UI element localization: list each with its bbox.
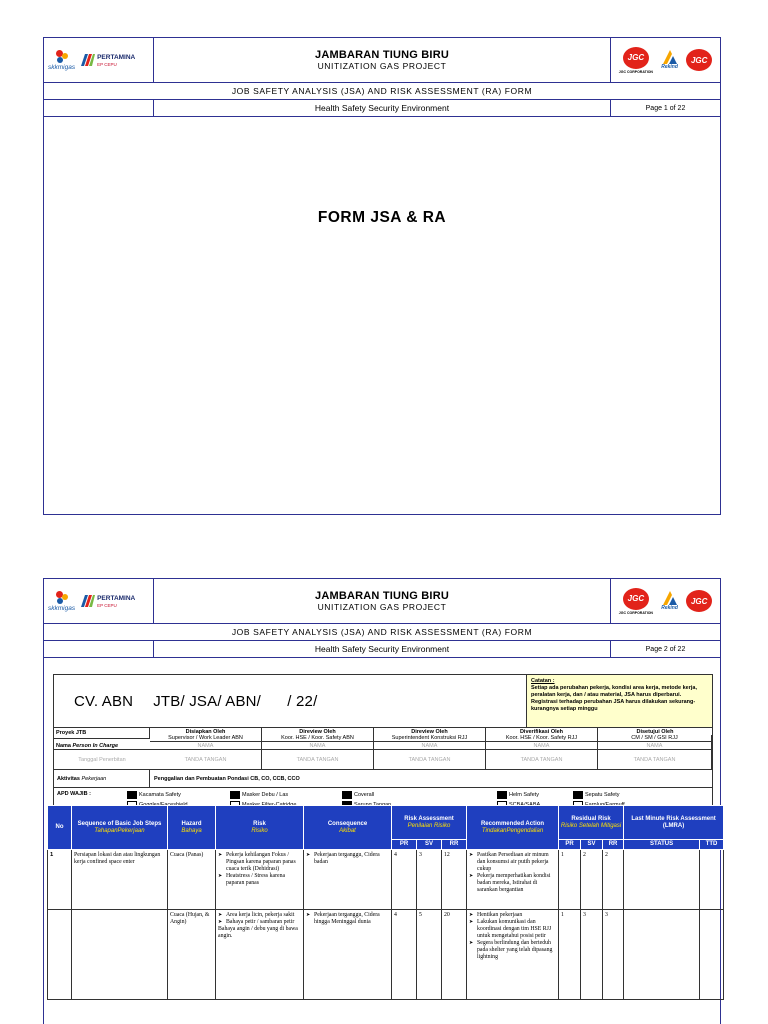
name-field-2[interactable]: NAMA [262, 742, 374, 750]
doc-id [54, 675, 526, 727]
ppe-safety-glasses[interactable]: Kacamata Safety [127, 791, 230, 799]
row-residual-pr: 1 [559, 910, 581, 1000]
ppe-coverall[interactable]: Coverall [342, 791, 497, 799]
col-residual-risk: Residual Risk Risiko Setelah Mitigasi [559, 806, 624, 840]
row-rr: 12 [442, 850, 467, 910]
jsa-table [47, 805, 724, 1000]
col-rr: RR [442, 840, 467, 850]
verified-by-header: Diverifikasi Oleh [486, 728, 598, 735]
project-label: Proyek JTB [54, 728, 150, 739]
page-header [44, 579, 720, 624]
row-status[interactable] [624, 910, 700, 1000]
pertamina-logo: PERTAMINA EP CEPU [81, 595, 135, 608]
row-hazard: Cuaca (Hujan, & Angin) [168, 910, 216, 1000]
col-residual-pr: PR [559, 840, 581, 850]
row-ttd[interactable] [700, 910, 724, 1000]
client-logos [44, 579, 154, 623]
row-residual-sv: 2 [581, 850, 603, 910]
role-hse-abn: Koor. HSE / Koor. Safety ABN [262, 735, 374, 742]
row-pr: 4 [392, 850, 417, 910]
note-title: Catatan : [531, 678, 555, 684]
role-cm: CM / SM / GSI RJJ [598, 735, 712, 742]
note-box [526, 675, 712, 727]
doc-number: JTB/ JSA/ ABN/ / 22/ [153, 692, 318, 710]
row-status[interactable] [624, 850, 700, 910]
rekind-logo: Rekind [661, 591, 679, 611]
form-title: JOB SAFETY ANALYSIS (JSA) AND RISK ASSESSMENT (RA) FORM [44, 83, 720, 100]
row-rr: 20 [442, 910, 467, 1000]
row-risk: ➤ Pekerja kehilangan Fokus / Pingsan karena paparan panas cuaca terik (Dehidrasi) ➤ Heatstress / Stress karena paparan panas [216, 850, 304, 910]
row-step: Persiapan lokasi dan atau lingkungan kerja confined space enter [72, 850, 168, 910]
col-sv: SV [417, 840, 442, 850]
risk-extra: Bahaya angin / debu yang di bawa angin. [218, 926, 298, 939]
col-lmra: Last Minute Risk Assessment (LMRA) [624, 806, 724, 840]
signoff-grid [54, 728, 712, 770]
col-consequence: Consequence Akibat [304, 806, 392, 850]
jgc-logo-2: JGC [686, 590, 712, 612]
approved-by-header: Disetujui Oleh [636, 728, 674, 735]
row-action: ➤ Pastikan Persediaan air minum dan konsumsi air putih pekerja cukup ➤ Pekerja memperhatikan kondisi badan mereka, Istirahat di sarankan bergantian [467, 850, 559, 910]
rekind-logo: Rekind [661, 50, 679, 70]
client-logos [44, 38, 154, 82]
checkbox-icon [230, 791, 240, 799]
form-title: JOB SAFETY ANALYSIS (JSA) AND RISK ASSESSMENT (RA) FORM [44, 624, 720, 641]
row-ttd[interactable] [700, 850, 724, 910]
row-sv: 3 [417, 850, 442, 910]
jgc-logo: JGC JGC CORPORATION [619, 588, 653, 615]
page-number: Page 1 of 22 [610, 100, 720, 116]
contractor-logos [610, 579, 720, 623]
name-field-4[interactable]: NAMA [486, 742, 598, 750]
name-field-5[interactable]: NAMA [598, 742, 712, 750]
signature-field-5[interactable]: TANDA TANGAN [598, 750, 712, 770]
signature-field-4[interactable]: TANDA TANGAN [486, 750, 598, 770]
reviewed-by-header-2: Direview Oleh [374, 728, 486, 735]
activity-value: Penggalian dan Pembuatan Pondasi CB, CO, CCB, CCO [154, 775, 300, 782]
ppe-dust-mask[interactable]: Masker Debu / Las [230, 791, 342, 799]
col-risk: Risk Risiko [216, 806, 304, 850]
project-subtitle: UNITIZATION GAS PROJECT [317, 602, 447, 612]
name-field-3[interactable]: NAMA [374, 742, 486, 750]
row-residual-rr: 2 [603, 850, 624, 910]
cover-title: FORM JSA & RA [317, 209, 447, 226]
signature-field-1[interactable]: TANDA TANGAN [150, 750, 262, 770]
col-residual-rr: RR [603, 840, 624, 850]
activity-row [54, 770, 712, 788]
company-name: CV. ABN [74, 692, 134, 710]
row-risk: ➤ Area kerja licin, pekerja sakit ➤ Bahaya petir / sambaran petir Bahaya angin / debu yang di bawa angin. [216, 910, 304, 1000]
skkmigas-logo: skkmigas [48, 591, 75, 612]
signature-field-3[interactable]: TANDA TANGAN [374, 750, 486, 770]
contractor-logos [610, 38, 720, 82]
row-pr: 4 [392, 910, 417, 1000]
row-sv: 5 [417, 910, 442, 1000]
row-residual-pr: 1 [559, 850, 581, 910]
project-subtitle: UNITIZATION GAS PROJECT [317, 61, 447, 71]
col-pr: PR [392, 840, 417, 850]
department: Health Safety Security Environment [314, 103, 450, 113]
page-number: Page 2 of 22 [610, 641, 720, 657]
page-header [44, 38, 720, 83]
row-no [48, 910, 72, 1000]
ppe-safety-shoes[interactable]: Sepatu Safety [573, 791, 673, 799]
ppe-label: APD WAJIB : [57, 791, 91, 797]
col-risk-assessment: Risk Assessment Penilaian Risiko [392, 806, 467, 840]
row-residual-rr: 3 [603, 910, 624, 1000]
row-no: 1 [48, 850, 72, 910]
department-row [44, 641, 720, 658]
department: Health Safety Security Environment [314, 644, 450, 654]
note-text: Setiap ada perubahan pekerja, kondisi area kerja, metode kerja, peralatan kerja, dan / atau material, JSA harus diperbarui. Registrasi terhadap perubahan JSA harus dilakukan sekurang-kurangnya setiap minggu [531, 685, 697, 712]
checkbox-icon [497, 791, 507, 799]
checkbox-icon [127, 791, 137, 799]
issue-date-label: Tanggal Penerbitan [54, 750, 150, 770]
skkmigas-logo: skkmigas [48, 50, 75, 71]
table-row [48, 850, 724, 910]
col-ttd: TTD [700, 840, 724, 850]
col-hazard: Hazard Bahaya [168, 806, 216, 850]
pertamina-logo: PERTAMINA EP CEPU [81, 54, 135, 67]
signature-field-2[interactable]: TANDA TANGAN [262, 750, 374, 770]
row-residual-sv: 3 [581, 910, 603, 1000]
project-title: JAMBARAN TIUNG BIRU [315, 49, 449, 61]
row-step [72, 910, 168, 1000]
col-status: STATUS [624, 840, 700, 850]
col-residual-sv: SV [581, 840, 603, 850]
table-row [48, 910, 724, 1000]
row-consequence: ➤ Pekerjaan terganggu, Cidera hingga Meninggal dunia [304, 910, 392, 1000]
project-title: JAMBARAN TIUNG BIRU [315, 590, 449, 602]
row-consequence: ➤ Pekerjaan terganggu, Cidera badan [304, 850, 392, 910]
col-recommended-action: Recommended Action TindakanPengendalian [467, 806, 559, 850]
reviewed-by-header-1: Direview Oleh [262, 728, 374, 735]
pic-label: Nama Person In Charge [54, 742, 150, 750]
jgc-logo-2: JGC [686, 49, 712, 71]
col-sequence: Sequence of Basic Job Steps TahapanPekerjaan [72, 806, 168, 850]
role-supervisor: Supervisor / Work Leader ABN [150, 735, 262, 742]
jgc-logo: JGC JGC CORPORATION [619, 47, 653, 74]
name-field-1[interactable]: NAMA [150, 742, 262, 750]
page-2 [43, 578, 721, 1024]
prepared-by-header: Disiapkan Oleh [150, 728, 262, 735]
col-no: No [48, 806, 72, 850]
checkbox-icon [573, 791, 583, 799]
role-superintendent: Superintendent Konstruksi RJJ [374, 735, 486, 742]
page-1 [43, 37, 721, 515]
jsa-info-block [53, 674, 713, 815]
activity-label: Aktivitas Pekerjaan [54, 770, 150, 787]
ppe-safety-helmet[interactable]: Helm Safety [497, 791, 573, 799]
checkbox-icon [342, 791, 352, 799]
row-hazard: Cuaca (Panas) [168, 850, 216, 910]
role-hse-rjj: Koor. HSE / Koor. Safety RJJ [486, 735, 598, 742]
department-row [44, 100, 720, 117]
row-action: ➤ Hentikan pekerjaan ➤ Lakukan komunikasi dan koordinasi dengan tim HSE RJJ untuk mengetahui posisi petir ➤ Segera berlindung dan berteduh pada shelter yang telah dipasang lightning [467, 910, 559, 1000]
